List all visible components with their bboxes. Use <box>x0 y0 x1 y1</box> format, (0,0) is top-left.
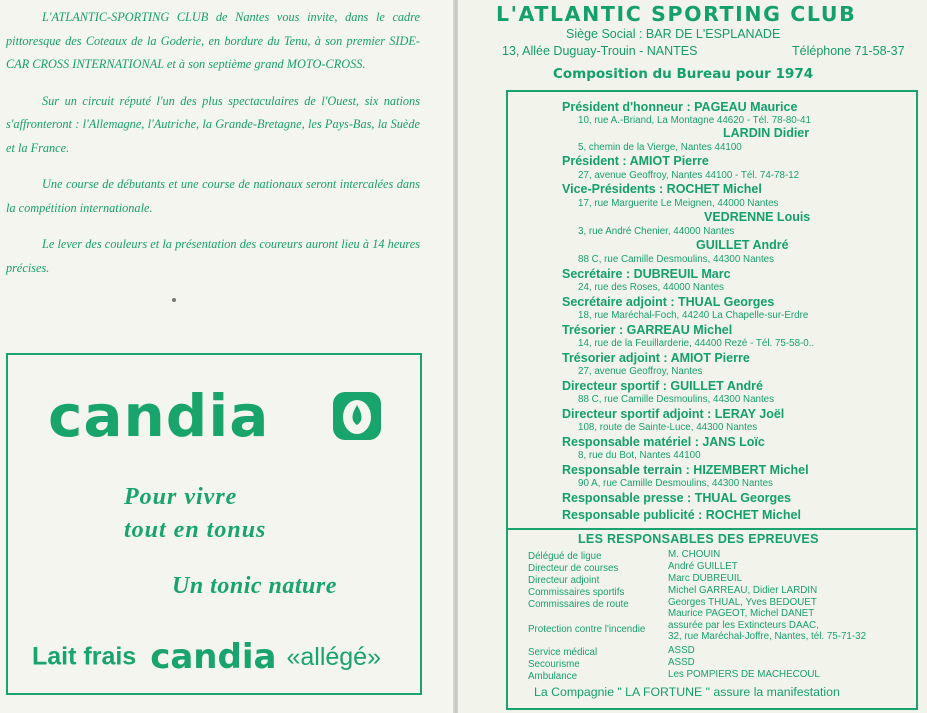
bureau-detail: 17, rue Marguerite Le Meignen, 44000 Nantes <box>578 198 779 209</box>
bureau-role: Vice-Présidents : ROCHET Michel <box>562 182 762 196</box>
bureau-role: GUILLET André <box>696 238 789 252</box>
bureau-detail: 24, rue des Roses, 44000 Nantes <box>578 282 724 293</box>
responsable-label: Service médical <box>528 647 598 658</box>
bureau-detail: 18, rue Maréchal-Foch, 44240 La Chapelle-sur-Erdre <box>578 310 809 321</box>
ink-dot <box>172 298 176 302</box>
responsable-value: assurée par les Extincteurs DAAC, <box>668 620 819 631</box>
responsable-label: Délégué de ligue <box>528 551 602 562</box>
responsable-label: Directeur de courses <box>528 563 619 574</box>
candia-logo: candia <box>48 382 270 450</box>
allege-label: «allégé» <box>286 642 381 671</box>
bureau-role: Responsable matériel : JANS Loïc <box>562 435 765 449</box>
responsable-label: Protection contre l'incendie <box>528 624 646 635</box>
responsable-label: Commissaires sportifs <box>528 587 625 598</box>
bureau-box <box>506 90 918 530</box>
responsable-value: Georges THUAL, Yves BEDOUET <box>668 597 817 608</box>
bureau-detail: 27, avenue Geoffroy, Nantes <box>578 366 703 377</box>
responsable-label: Secourisme <box>528 659 580 670</box>
bureau-role: VEDRENNE Louis <box>704 210 811 224</box>
bureau-detail: 5, chemin de la Vierge, Nantes 44100 <box>578 142 742 153</box>
bureau-detail: 108, route de Sainte-Luce, 44300 Nantes <box>578 422 758 433</box>
intro-paragraph: L'ATLANTIC-SPORTING CLUB de Nantes vous invite, dans le cadre pittoresque des Coteaux de la Goderie, en bordure du Tenu, à son premier SIDE-CAR CROSS INTERNATIONAL et à son septième grand MOTO-CROSS. <box>6 10 420 71</box>
intro-paragraph: Le lever des couleurs et la présentation des coureurs auront lieu à 14 heures précises. <box>6 237 420 275</box>
bureau-detail: 88 C, rue Camille Desmoulins, 44300 Nantes <box>578 254 775 265</box>
bureau-role: Président : AMIOT Pierre <box>562 154 709 168</box>
bureau-role: LARDIN Didier <box>723 126 810 140</box>
responsable-value: Michel GARREAU, Didier LARDIN <box>668 585 818 596</box>
responsable-value: ASSD <box>668 645 695 656</box>
bureau-detail: 10, rue A.-Briand, La Montagne 44620 - Tél. 78-80-41 <box>578 115 811 126</box>
bureau-role: Trésorier : GARREAU Michel <box>562 323 733 337</box>
bureau-role: Secrétaire adjoint : THUAL Georges <box>562 295 775 309</box>
bureau-detail: 8, rue du Bot, Nantes 44100 <box>578 450 701 461</box>
slogan-line: Pour vivre <box>124 484 238 510</box>
bureau-role: Directeur sportif adjoint : LERAY Joël <box>562 407 785 421</box>
composition-title: Composition du Bureau pour 1974 <box>553 66 814 82</box>
club-address: 13, Allée Duguay-Trouin - NANTES <box>502 44 698 58</box>
bureau-role: Secrétaire : DUBREUIL Marc <box>562 267 731 281</box>
bureau-role: Responsable presse : THUAL Georges <box>562 491 792 505</box>
bureau-role: Responsable terrain : HIZEMBERT Michel <box>562 463 809 477</box>
bureau-detail: 14, rue de la Feuillarderie, 44400 Rezé - Tél. 75-58-0.. <box>578 338 815 349</box>
responsable-value: ASSD <box>668 657 695 668</box>
intro-paragraph: Une course de débutants et une course de nationaux seront intercalées dans la compétition internationale. <box>6 177 420 215</box>
bureau-detail: 3, rue André Chenier, 44000 Nantes <box>578 226 735 237</box>
left-page <box>0 0 455 713</box>
responsable-value: Marc DUBREUIL <box>668 573 743 584</box>
intro-paragraph: Sur un circuit réputé l'un des plus spectaculaires de l'Ouest, six nations s'affronteront : l'Allemagne, l'Autriche, la Grande-Bretagne, les Pays-Bas, la Suède et la France. <box>6 93 420 155</box>
slogan-tagline: Un tonic nature <box>172 573 337 599</box>
responsable-label: Ambulance <box>528 671 578 682</box>
slogan-block <box>124 481 266 547</box>
responsable-label: Commissaires de route <box>528 599 629 610</box>
bureau-role: Responsable publicité : ROCHET Michel <box>562 508 801 522</box>
club-title: L'ATLANTIC SPORTING CLUB <box>496 2 857 26</box>
footer-line: La Compagnie " LA FORTUNE " assure la manifestation <box>534 685 840 699</box>
candia-advertisement <box>6 353 422 695</box>
bureau-detail: 90 A, rue Camille Desmoulins, 44300 Nantes <box>578 478 773 489</box>
responsable-value: Maurice PAGEOT, Michel DANET <box>668 608 815 619</box>
responsable-value: M. CHOUIN <box>668 549 721 560</box>
bureau-detail: 27, avenue Geoffroy, Nantes 44100 - Tél. 74-78-12 <box>578 170 800 181</box>
siege-social: Siège Social : BAR DE L'ESPLANADE <box>566 27 781 41</box>
bureau-role: Président d'honneur : PAGEAU Maurice <box>562 100 798 114</box>
milk-drop-icon <box>332 391 382 441</box>
intro-text <box>6 6 420 293</box>
bureau-role: Directeur sportif : GUILLET André <box>562 379 763 393</box>
responsable-value: 32, rue Maréchal-Joffre, Nantes, tél. 75-71-32 <box>668 631 867 642</box>
club-telephone: Téléphone 71-58-37 <box>792 44 905 58</box>
responsable-value: Les POMPIERS DE MACHECOUL <box>668 669 820 680</box>
bureau-role: Trésorier adjoint : AMIOT Pierre <box>562 351 750 365</box>
responsable-label: Directeur adjoint <box>528 575 600 586</box>
right-page <box>458 0 927 713</box>
responsable-value: André GUILLET <box>668 561 738 572</box>
lait-frais-label: Lait frais <box>32 642 137 671</box>
bureau-detail: 88 C, rue Camille Desmoulins, 44300 Nantes <box>578 394 775 405</box>
ad-bottom-line <box>32 637 381 677</box>
slogan-line: tout en tonus <box>124 517 267 543</box>
candia-small-logo: candia <box>150 637 277 677</box>
responsables-title: LES RESPONSABLES DES EPREUVES <box>578 532 819 546</box>
